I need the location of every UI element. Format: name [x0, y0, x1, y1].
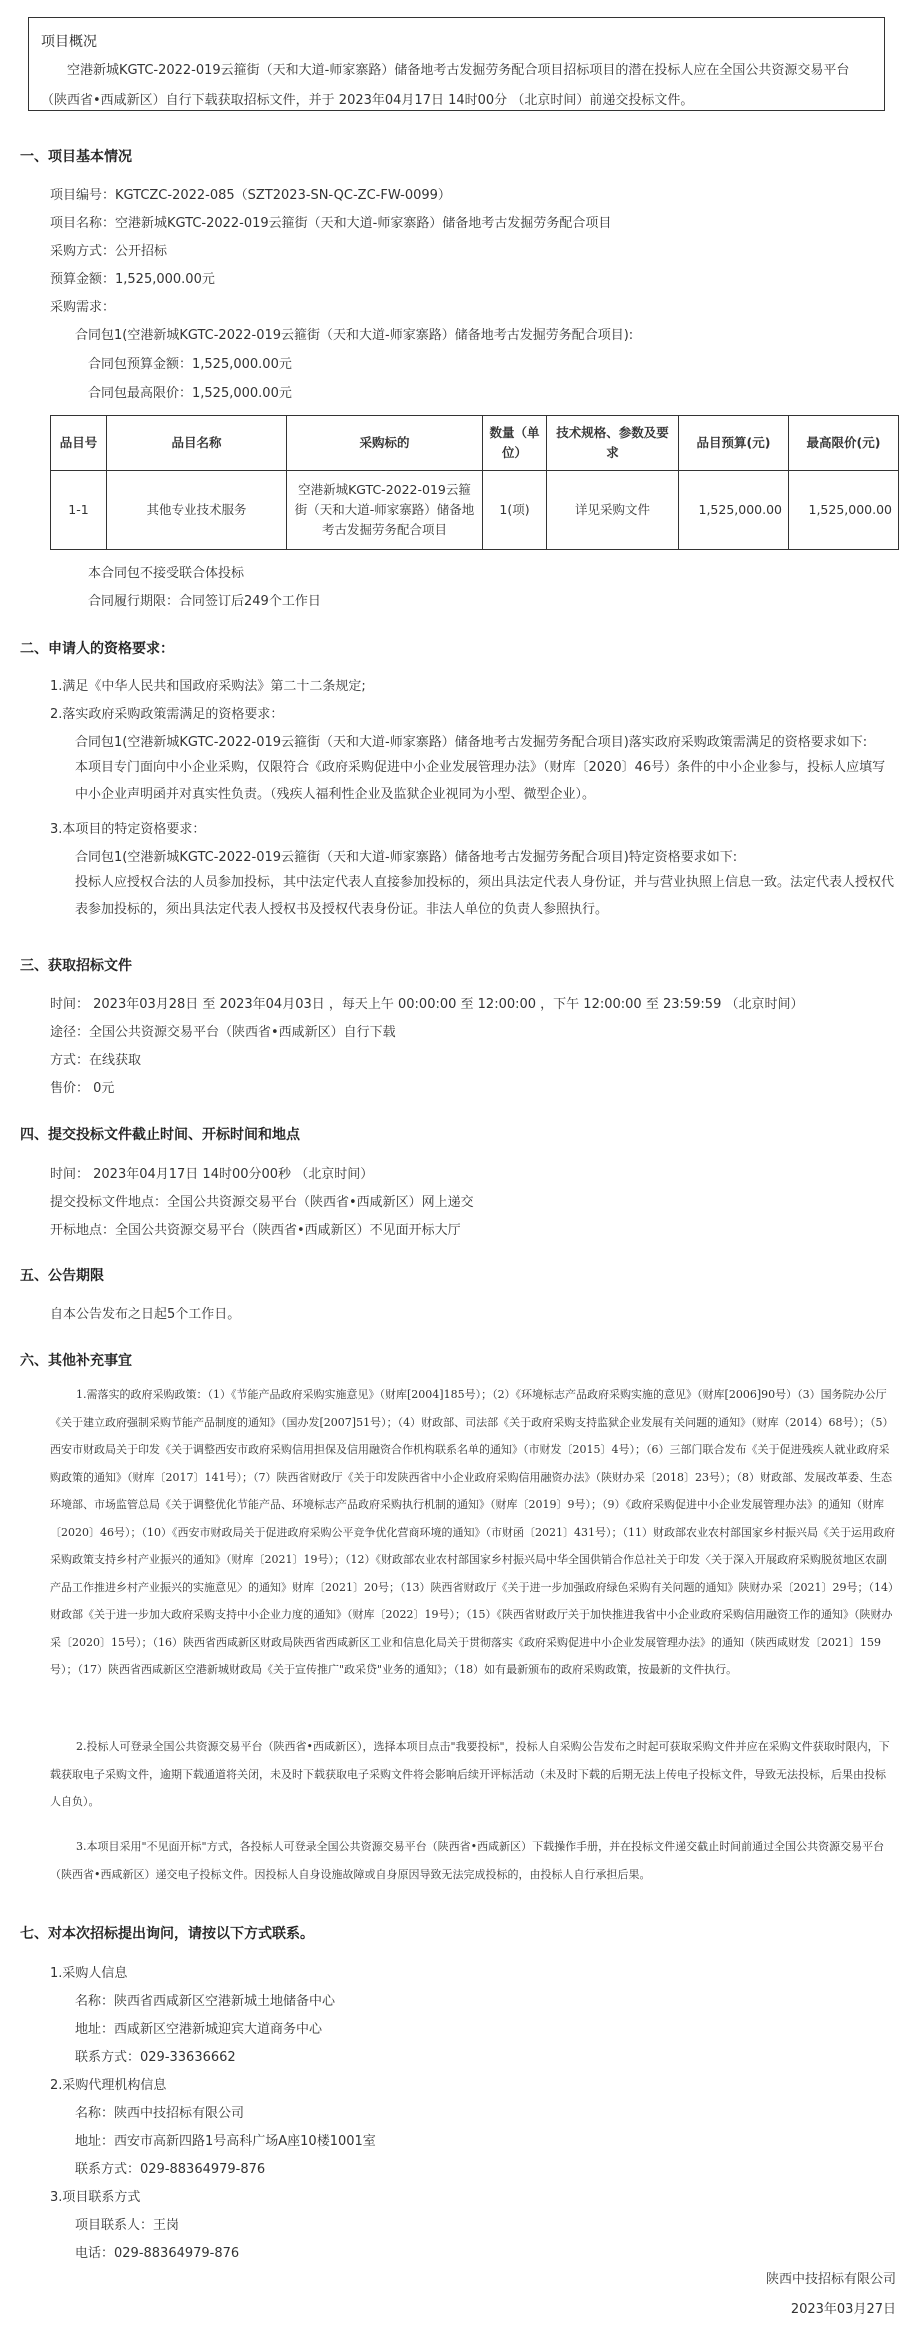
- agent-address: 地址：西安市高新四路1号高科广场A座10楼1001室: [75, 2134, 376, 2149]
- section-2-heading: 二、申请人的资格要求：: [20, 641, 174, 657]
- lot-budget: 合同包预算金额：1,525,000.00元: [88, 357, 292, 372]
- deadline-time: 时间： 2023年04月17日 14时00分00秒 （北京时间）: [50, 1167, 374, 1182]
- section-4-heading: 四、提交投标文件截止时间、开标时间和地点: [20, 1127, 300, 1143]
- table-cell: 1(项): [483, 471, 547, 550]
- project-number: 项目编号：KGTCZC-2022-085（SZT2023-SN-QC-ZC-FW-0099）: [50, 188, 451, 203]
- table-header: 品目号: [51, 416, 107, 471]
- table-header: 采购标的: [287, 416, 483, 471]
- budget-amount: 预算金额：1,525,000.00元: [50, 272, 215, 287]
- qualification-item-2-lot: 合同包1(空港新城KGTC-2022-019云箍街（天和大道-师家寨路）储备地考古发掘劳务配合项目)落实政府采购政策需满足的资格要求如下:: [75, 735, 868, 750]
- table-cell: 1,525,000.00: [679, 471, 789, 550]
- contact-phone: 电话：029-88364979-876: [75, 2246, 240, 2261]
- download-instructions: 2.投标人可登录全国公共资源交易平台（陕西省•西咸新区），选择本项目点击"我要投标"，投标人自采购公告发布之时起可获取采购文件并应在采购文件获取时限内，下载获取电子采购文件，逾期下载通道将关闭，未及时下载获取电子采购文件将会影响后续开评标活动（未及时下载的后期无法上传电子投标文件，导致无法投标，后果由投标人自负）。: [50, 1740, 890, 1808]
- buyer-address: 地址：西咸新区空港新城迎宾大道商务中心: [75, 2022, 323, 2037]
- contact-person: 项目联系人：王岗: [75, 2218, 180, 2233]
- procurement-method: 采购方式：公开招标: [50, 244, 168, 259]
- section-3-heading: 三、获取招标文件: [20, 958, 132, 974]
- table-row: [51, 471, 899, 550]
- download-mode: 方式：在线获取: [50, 1053, 142, 1068]
- submit-place: 提交投标文件地点：全国公共资源交易平台（陕西省•西咸新区）网上递交: [50, 1195, 474, 1210]
- sme-requirement-text: 本项目专门面向中小企业采购，仅限符合《政府采购促进中小企业发展管理办法》（财库〔2020〕46号）条件的中小企业参与，投标人应填写中小企业声明函并对真实性负责。（残疾人福利性企业及监狱企业视同为小型、微型企业）。: [75, 760, 886, 802]
- qualification-item-3-lot: 合同包1(空港新城KGTC-2022-019云箍街（天和大道-师家寨路）储备地考古发掘劳务配合项目)特定资格要求如下:: [75, 850, 738, 865]
- table-header: 最高限价(元): [789, 416, 899, 471]
- table-cell: 详见采购文件: [547, 471, 679, 550]
- table-header: 技术规格、参数及要求: [547, 416, 679, 471]
- qualification-item-1: 1.满足《中华人民共和国政府采购法》第二十二条规定;: [50, 679, 366, 694]
- overview-title: 项目概况: [41, 34, 97, 50]
- policy-paragraph: 1.需落实的政府采购政策：（1）《节能产品政府采购实施意见》（财库[2004]185号）；（2）《环境标志产品政府采购实施的意见》（财库[2006]90号）（3）国务院办公厅《关于建立政府强制采购节能产品制度的通知》（国办发[2007]51号）；（4）财政部、司法部《关于政府采购支持监狱企业发展有关问题的通知》（财库（2014）68号）；（5）西安市财政局关于印发《关于调整西安市政府采购信用担保及信用融资合作机构联系名单的通知》（市财发〔2015〕4号）；（6）三部门联合发布《关于促进残疾人就业政府采购政策的通知》（财库〔2017〕141号）；（7）陕西省财政厅《关于印发陕西省中小企业政府采购信用融资办法》（陕财办采〔2018〕23号）；（8）财政部、发展改革委、生态环境部、市场监管总局《关于调整优化节能产品、环境标志产品政府采购执行机制的通知》（财库〔2019〕9号）；（9）《政府采购促进中小企业发展管理办法》的通知（财库〔2020〕46号）；（10）《西安市财政局关于促进政府采购公平竞争优化营商环境的通知》（市财函〔2021〕431号）；（11）财政部农业农村部国家乡村振兴局《关于运用政府采购政策支持乡村产业振兴的通知》（财库〔2021〕19号）；（12）《财政部农业农村部国家乡村振兴局中华全国供销合作总社关于印发〈关于深入开展政府采购脱贫地区农副产品工作推进乡村产业振兴的实施意见〉的通知》财库〔2021〕20号；（13）陕西省财政厅《关于进一步加强政府绿色采购有关问题的通知》陕财办采〔2021〕29号；（14）财政部《关于进一步加大政府采购支持中小企业力度的通知》（财库〔2022〕19号）；（15）《陕西省财政厅关于加快推进我省中小企业政府采购信用融资工作的通知》（陕财办采〔2020〕15号）；（16）陕西省西咸新区财政局陕西省西咸新区工业和信息化局关于贯彻落实《政府采购促进中小企业发展管理办法》的通知（陕西咸财发〔2021〕159号）；（17）陕西省西咸新区空港新城财政局《关于宣传推广"政采贷"业务的通知》；（18）如有最新颁布的政府采购政策，按最新的文件执行。: [50, 1388, 895, 1676]
- agent-name: 名称：陕西中技招标有限公司: [75, 2106, 245, 2121]
- table-header: 品目预算(元): [679, 416, 789, 471]
- buyer-phone: 联系方式：029-33636662: [75, 2050, 236, 2065]
- overview-text: 空港新城KGTC-2022-019云箍街（天和大道-师家寨路）储备地考古发掘劳务配合项目招标项目的潜在投标人应在全国公共资源交易平台（陕西省•西咸新区）自行下载获取招标文件，并于 2023年04月17日 14时00分 （北京时间）前递交投标文件。: [41, 63, 850, 108]
- agent-phone: 联系方式：029-88364979-876: [75, 2162, 266, 2177]
- issue-date: 2023年03月27日: [790, 2302, 896, 2317]
- buyer-name: 名称：陕西省西咸新区空港新城土地储备中心: [75, 1994, 336, 2009]
- procurement-demand-label: 采购需求：: [50, 300, 116, 315]
- opening-place: 开标地点：全国公共资源交易平台（陕西省•西咸新区）不见面开标大厅: [50, 1223, 461, 1238]
- table-cell: 1-1: [51, 471, 107, 550]
- download-time: 时间： 2023年03月28日 至 2023年04月03日 ，每天上午 00:00:00 至 12:00:00 ，下午 12:00:00 至 23:59:59 （北京时间）: [50, 997, 804, 1012]
- table-header-row: [51, 416, 899, 471]
- table-cell: 空港新城KGTC-2022-019云箍街（天和大道-师家寨路）储备地考古发掘劳务配合项目: [287, 471, 483, 550]
- contact-info-label: 3.项目联系方式: [50, 2190, 141, 2205]
- remote-opening-instructions: 3.本项目采用"不见面开标"方式，各投标人可登录全国公共资源交易平台（陕西省•西咸新区）下载操作手册，并在投标文件递交截止时间前通过全国公共资源交易平台（陕西省•西咸新区）递交电子投标文件。因投标人自身设施故障或自身原因导致无法完成投标的，由投标人自行承担后果。: [50, 1840, 885, 1881]
- lot-max-price: 合同包最高限价：1,525,000.00元: [88, 386, 292, 401]
- download-price: 售价： 0元: [50, 1081, 115, 1096]
- lot-title: 合同包1(空港新城KGTC-2022-019云箍街（天和大道-师家寨路）储备地考古发掘劳务配合项目):: [75, 328, 634, 343]
- specific-requirement-text: 投标人应授权合法的人员参加投标，其中法定代表人直接参加投标的，须出具法定代表人身份证，并与营业执照上信息一致。法定代表人授权代表参加投标的，须出具法定代表人授权书及授权代表身份证。非法人单位的负责人参照执行。: [75, 875, 895, 917]
- items-table: [50, 415, 899, 550]
- issuer-name: 陕西中技招标有限公司: [765, 2272, 896, 2287]
- notice-period: 自本公告发布之日起5个工作日。: [50, 1307, 241, 1322]
- download-channel: 途径：全国公共资源交易平台（陕西省•西咸新区）自行下载: [50, 1025, 396, 1040]
- section-7-heading: 七、对本次招标提出询问，请按以下方式联系。: [20, 1926, 314, 1942]
- no-consortium-note: 本合同包不接受联合体投标: [88, 566, 245, 581]
- agent-info-label: 2.采购代理机构信息: [50, 2078, 167, 2093]
- table-cell: 1,525,000.00: [789, 471, 899, 550]
- qualification-item-2: 2.落实政府采购政策需满足的资格要求：: [50, 707, 284, 722]
- contract-period: 合同履行期限：合同签订后249个工作日: [88, 594, 321, 609]
- project-overview-box: [28, 17, 885, 111]
- project-name: 项目名称：空港新城KGTC-2022-019云箍街（天和大道-师家寨路）储备地考古发掘劳务配合项目: [50, 216, 612, 231]
- section-6-heading: 六、其他补充事宜: [20, 1353, 132, 1369]
- buyer-info-label: 1.采购人信息: [50, 1966, 128, 1981]
- qualification-item-3: 3.本项目的特定资格要求：: [50, 822, 206, 837]
- table-header: 品目名称: [107, 416, 287, 471]
- table-header: 数量（单位）: [483, 416, 547, 471]
- table-cell: 其他专业技术服务: [107, 471, 287, 550]
- section-1-heading: 一、项目基本情况: [20, 149, 132, 165]
- section-5-heading: 五、公告期限: [20, 1268, 104, 1284]
